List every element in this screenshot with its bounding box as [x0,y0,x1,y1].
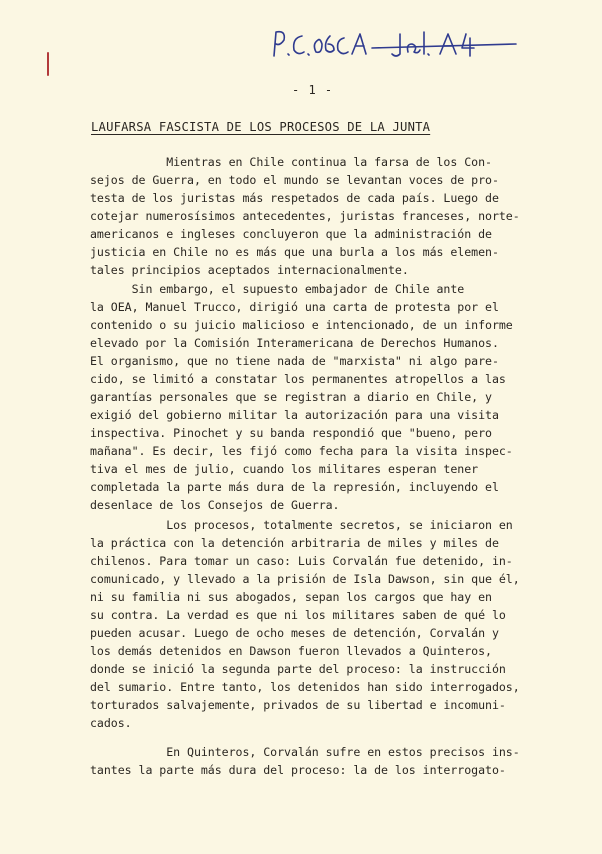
text-line: sejos de Guerra, en todo el mundo se levantan voces de pro- [90,173,499,187]
text-line: comunicado, y llevado a la prisión de Isla Dawson, sin que él, [90,572,520,586]
text-line: cido, se limitó a constatar los permanentes atropellos a las [90,372,506,386]
text-line: tantes la parte más dura del proceso: la de los interrogato- [90,763,506,777]
text-line: Sin embargo, el supuesto embajador de Chile ante [90,282,465,296]
text-line: Mientras en Chile continua la farsa de los Con- [90,155,492,169]
text-line: elevado por la Comisión Interamericana de Derechos Humanos. [90,336,499,350]
page-number: - 1 - [292,83,334,97]
text-line: donde se inició la segunda parte del proceso: la instrucción [90,662,506,676]
text-line: pueden acusar. Luego de ocho meses de detención, Corvalán y [90,626,499,640]
text-line: la OEA, Manuel Trucco, dirigió una carta de protesta por el [90,300,499,314]
text-line: completada la parte más dura de la represión, incluyendo el [90,480,499,494]
text-line: ni su familia ni sus abogados, sepan los cargos que hay en [90,590,492,604]
text-line: cotejar numerosísimos antecedentes, juristas franceses, norte- [90,209,520,223]
text-line: chilenos. Para tomar un caso: Luis Corvalán fue detenido, in- [90,554,513,568]
text-line: la práctica con la detención arbitraria de miles y miles de [90,536,499,550]
text-line: inspectiva. Pinochet y su banda respondió que "bueno, pero [90,426,492,440]
document-title: LAUFARSA FASCISTA DE LOS PROCESOS DE LA JUNTA [91,120,431,134]
text-line: Los procesos, totalmente secretos, se iniciaron en [90,518,513,532]
text-line: desenlace de los Consejos de Guerra. [90,498,340,512]
text-line: torturados salvajemente, privados de su libertad e incomuni- [90,698,506,712]
handwritten-annotation [268,26,518,60]
margin-mark [46,52,50,76]
text-line: testa de los juristas más respetados de cada país. Luego de [90,191,499,205]
text-line: contenido o su juicio malicioso e intencionado, de un informe [90,318,513,332]
text-line: tiva el mes de julio, cuando los militares esperan tener [90,462,479,476]
text-line: mañana". Es decir, les fijó como fecha para la visita inspec- [90,444,513,458]
text-line: los demás detenidos en Dawson fueron llevados a Quinteros, [90,644,492,658]
text-line: su contra. La verdad es que ni los militares saben de qué lo [90,608,506,622]
text-line: El organismo, que no tiene nada de "marxista" ni algo pare- [90,354,499,368]
text-line: justicia en Chile no es más que una burla a los más elemen- [90,245,499,259]
text-line: garantías personales que se registran a diario en Chile, y [90,390,492,404]
text-line: del sumario. Entre tanto, los detenidos han sido interrogados, [90,680,520,694]
text-line: cados. [90,716,132,730]
text-line: exigió del gobierno militar la autorización para una visita [90,408,499,422]
text-line: tales principios aceptados internacionalmente. [90,263,409,277]
text-line: En Quinteros, Corvalán sufre en estos precisos ins- [90,745,520,759]
text-line: americanos e ingleses concluyeron que la administración de [90,227,492,241]
